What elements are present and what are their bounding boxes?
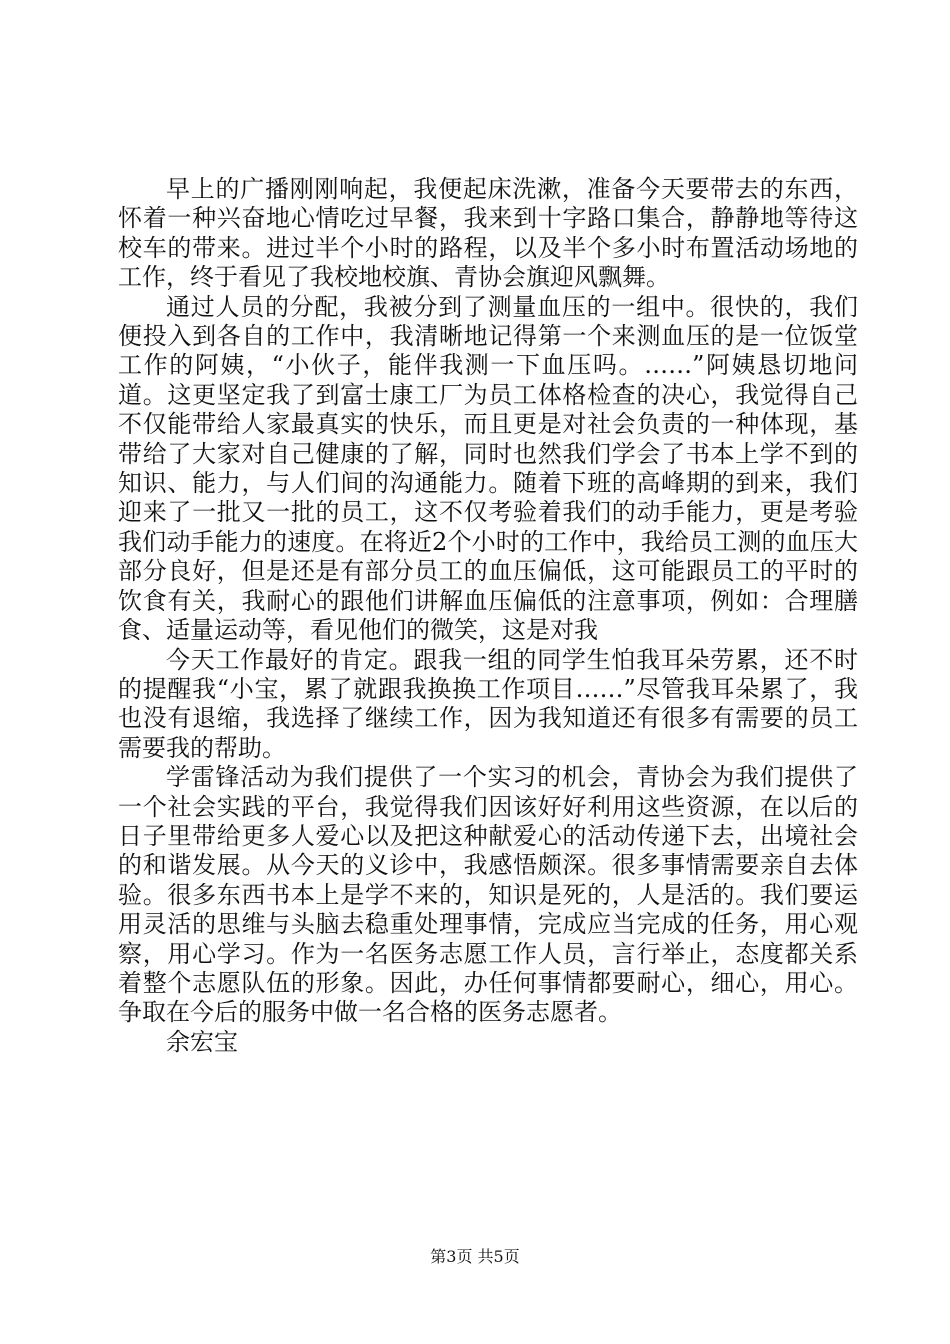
- document-body: [118, 175, 858, 1057]
- paragraph-reflection: 学雷锋活动为我们提供了一个实习的机会，青协会为我们提供了一个社会实践的平台，我觉得我们因该好好利用这些资源，在以后的日子里带给更多人爱心以及把这种献爱心的活动传递下去，出境社会的和谐发展。从今天的义诊中，我感悟颇深。很多事情需要亲自去体验。很多东西书本上是学不来的，知识是死的，人是活的。我们要运用灵活的思维与头脑去稳重处理事情，完成应当完成的任务，用心观察，用心学习。作为一名医务志愿工作人员，言行举止，态度都关系着整个志愿队伍的形象。因此，办任何事情都要耐心，细心，用心。争取在今后的服务中做一名合格的医务志愿者。: [118, 763, 858, 1027]
- page-number-footer: 第3页 共5页: [430, 1247, 520, 1266]
- paragraph-morning: 早上的广播刚刚响起，我便起床洗漱，准备今天要带去的东西，怀着一种兴奋地心情吃过早餐，我来到十字路口集合，静静地等待这校车的带来。进过半个小时的路程，以及半个多小时布置活动场地的工作，终于看见了我校地校旗、青协会旗迎风飘舞。: [118, 175, 858, 292]
- paragraph-affirmation: 今天工作最好的肯定。跟我一组的同学生怕我耳朵劳累，还不时的提醒我“小宝，累了就跟我换换工作项目……”尽管我耳朵累了，我也没有退缩，我选择了继续工作，因为我知道还有很多有需要的员工需要我的帮助。: [118, 645, 858, 762]
- paragraph-blood-pressure: 通过人员的分配，我被分到了测量血压的一组中。很快的，我们便投入到各自的工作中，我清晰地记得第一个来测血压的是一位饭堂工作的阿姨，“小伙子，能伴我测一下血压吗。……”阿姨恳切地问道。这更坚定我了到富士康工厂为员工体格检查的决心，我觉得自己不仅能带给人家最真实的快乐，而且更是对社会负责的一种体现，基带给了大家对自己健康的了解，同时也然我们学会了书本上学不到的知识、能力，与人们间的沟通能力。随着下班的高峰期的到来，我们迎来了一批又一批的员工，这不仅考验着我们的动手能力，更是考验我们动手能力的速度。在将近2个小时的工作中，我给员工测的血压大部分良好，但是还是有部分员工的血压偏低，这可能跟员工的平时的饮食有关，我耐心的跟他们讲解血压偏低的注意事项，例如：合理膳食、适量运动等，看见他们的微笑，这是对我: [118, 292, 858, 645]
- author-signature: 余宏宝: [166, 1027, 238, 1056]
